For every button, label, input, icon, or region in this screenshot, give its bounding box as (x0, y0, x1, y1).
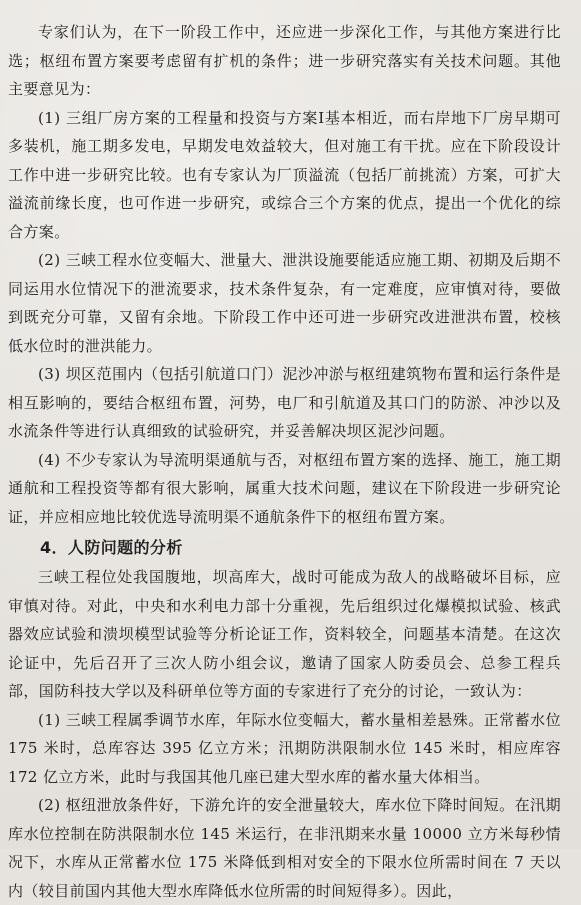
paragraph-civil-defense-intro: 三峡工程位处我国腹地，坝高库大，战时可能成为敌人的战略破坏目标，应审慎对待。对此，中央和水利电力部十分重视，先后组织过化爆模拟试验、核武器效应试验和溃坝模型试验等分析论证工作，资料较全，问题基本清楚。在这次论证中，先后召开了三次人防小组会议，邀请了国家人防委员会、总参工程兵部，国防科技大学以及科研单位等方面的专家进行了充分的讨论，一致认为： (8, 568, 561, 700)
paragraph-civil-defense-item-1: (1) 三峡工程属季调节水库，年际水位变幅大，蓄水量相差悬殊。正常蓄水位 175 米时，总库容达 395 亿立方米；汛期防洪限制水位 145 米时，相应库容 172 亿立方米，此时与我国其他几座已建大型水库的蓄水量大体相当。 (8, 710, 561, 786)
paragraph-item-3-sediment: (3) 坝区范围内（包括引航道口门）泥沙冲淤与枢纽建筑物布置和运行条件是相互影响的，要结合枢纽布置，河势，电厂和引航道及其口门的防淤、冲沙以及水流条件等进行认真细致的试验研究，并妥善解决坝区泥沙问题。 (8, 365, 561, 440)
paragraph-item-1-powerhouse: (1) 三组厂房方案的工程量和投资与方案Ⅰ基本相近，而右岸地下厂房早期可多装机，施工期多发电，早期发电效益较大，但对施工有干扰。应在下阶段设计工作中进一步研究比较。也有专家认为厂顶溢流（包括厂前挑流）方案，可扩大溢流前缘长度，也可作进一步研究，或综合三个方案的优点，提出一个优化的综合方案。 (8, 108, 561, 241)
section-heading-civil-defense: 4．人防问题的分析 (40, 538, 183, 557)
paragraph-civil-defense-item-2: (2) 枢纽泄放条件好，下游允许的安全泄量较大，库水位下降时间短。在汛期库水位控制在防洪限制水位 145 米运行，在非汛期来水量 10000 立方米每秒情况下，水库从正常蓄水位 175 米降低到相对安全的下限水位所需时间在 7 天以内（较目前国内其他大型水库降低水位所需的时间短得多）。因此， (8, 796, 561, 900)
paragraph-expert-opinions: 专家们认为，在下一阶段工作中，还应进一步深化工作，与其他方案进行比选；枢纽布置方案要考虑留有扩机的条件；进一步研究落实有关技术问题。其他主要意见为： (8, 23, 561, 98)
paragraph-item-4-diversion-channel: (4) 不少专家认为导流明渠通航与否，对枢纽布置方案的选择、施工，施工期通航和工程投资等都有很大影响，属重大技术问题，建议在下阶段进一步研究论证，并应相应地比较优选导流明渠不通航条件下的枢纽布置方案。 (8, 450, 561, 526)
document-body (8, 18, 561, 905)
paragraph-item-2-flood-discharge: (2) 三峡工程水位变幅大、泄量大、泄洪设施要能适应施工期、初期及后期不同运用水位情况下的泄流要求，技术条件复杂，有一定难度，应审慎对待，要做到既充分可靠，又留有余地。下阶段工作中还可进一步研究改进泄洪布置，校核低水位时的泄洪能力。 (8, 251, 561, 355)
